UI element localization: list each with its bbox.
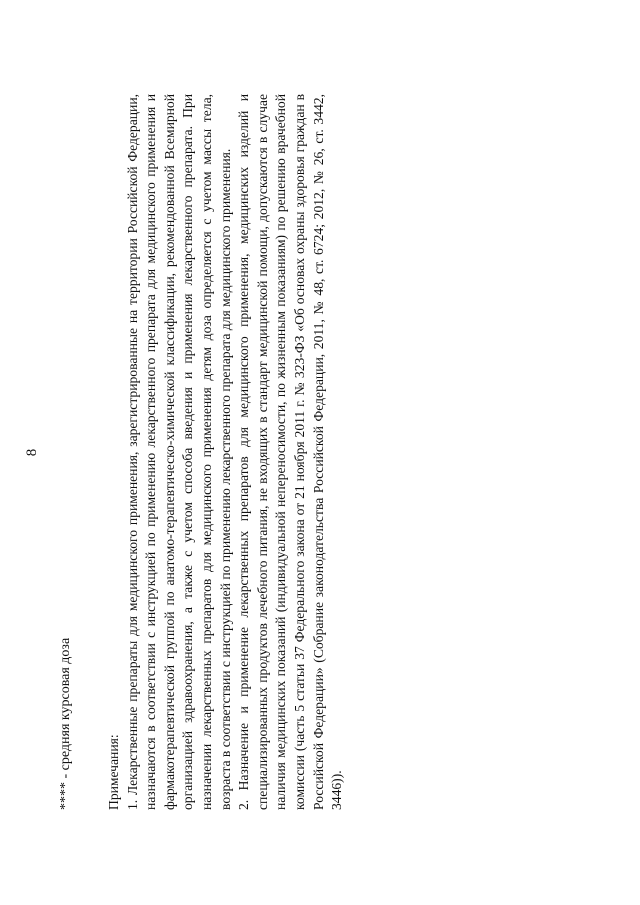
- notes-section: [105, 94, 347, 810]
- notes-title: Примечания:: [106, 734, 121, 810]
- footnote-course-dose: **** - средняя курсовая доза: [58, 637, 73, 810]
- page-number: 8: [24, 448, 40, 457]
- note-item-1: 1. Лекарственные препараты для медицинского применения, зарегистрированные на территории Российской Федерации, назначаются в соответствии с инструкцией по применению лекарственного препарата для медицинского применения и фармакотерапевтической группой по анатомо-терапевтическо-химической классификации, рекомендованной Всемирной организацией здравоохранения, а также с учетом способа введения и применения лекарственного препарата. При назначении лекарственных препаратов для медицинского применения детям доза определяется с учетом массы тела, возраста в соответствии с инструкцией по применению лекарственного препарата для медицинского применения.: [124, 94, 233, 810]
- note-item-2: 2. Назначение и применение лекарственных препаратов для медицинского применения, медицинских изделий и специализированных продуктов лечебного питания, не входящих в стандарт медицинской помощи, допускаются в случае наличия медицинских показаний (индивидуальной непереносимости, по жизненным показаниям) по решению врачебной комиссии (часть 5 статьи 37 Федерального закона от 21 ноября 2011 г. № 323-ФЗ «Об основах охраны здоровья граждан в Российской Федерации» (Собрание законодательства Российской Федерации, 2011, № 48, ст. 6724; 2012, № 26, ст. 3442, 3446)).: [236, 94, 345, 810]
